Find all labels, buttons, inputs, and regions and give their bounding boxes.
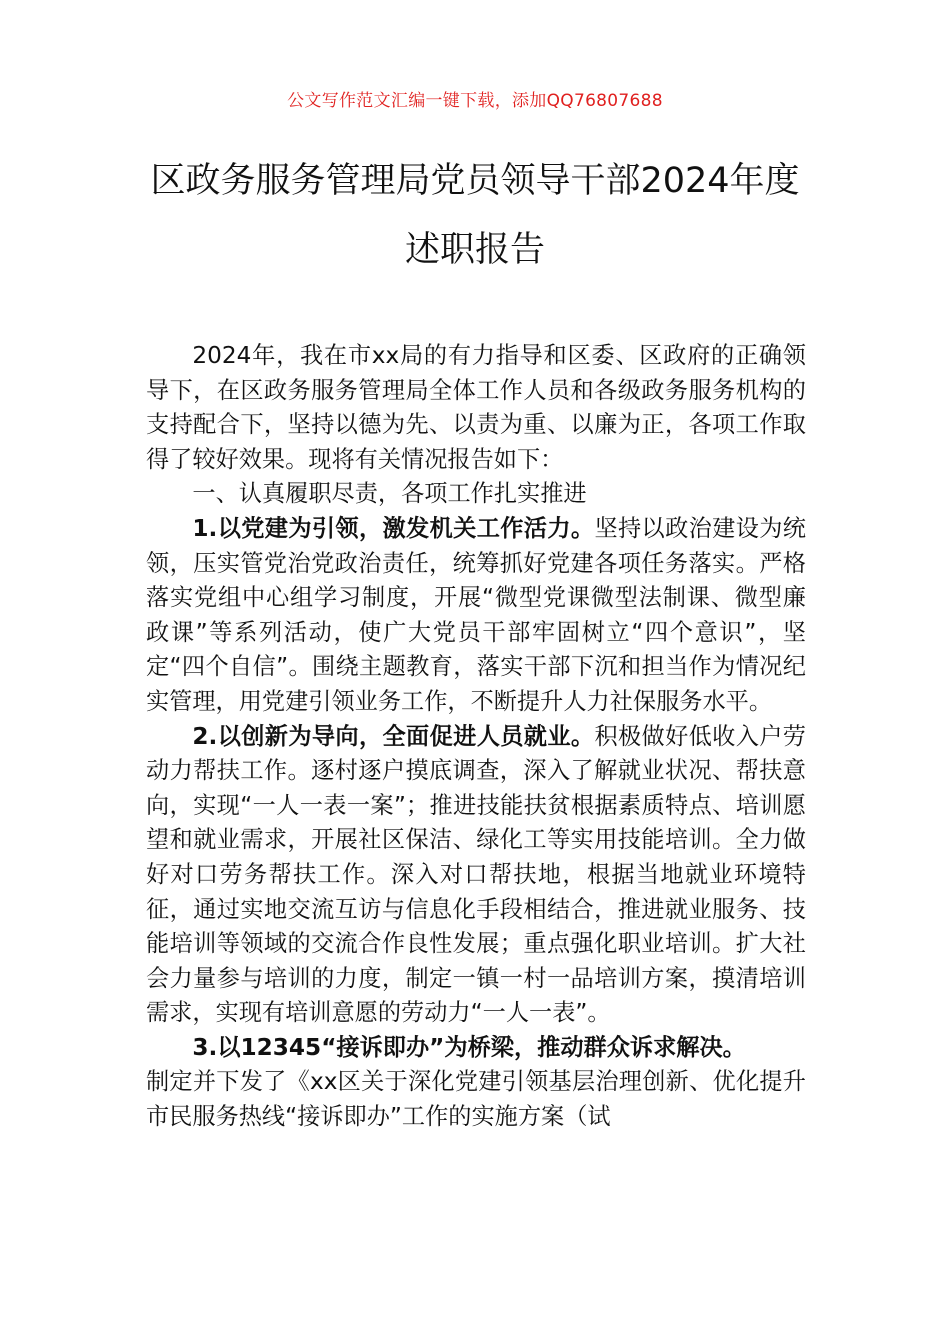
item-3-continuation: 制定并下发了《xx区关于深化党建引领基层治理创新、优化提升市民服务热线“接诉即办”工作的实施方案（试: [146, 1068, 806, 1131]
section-heading: 一、认真履职尽责，各项工作扎实推进: [192, 480, 587, 508]
item-2-lead: 2.以创新为导向，全面促进人员就业。: [192, 722, 595, 750]
item-2-text: 积极做好低收入户劳动力帮扶工作。逐村逐户摸底调查，深入了解就业状况、帮扶意向，实现“一人一表一案”；推进技能扶贫根据素质特点、培训愿望和就业需求，开展社区保洁、绿化工等实用技能培训。全力做好对口劳务帮扶工作。深入对口帮扶地，根据当地就业环境特征，通过实地交流互访与信息化手段相结合，推进就业服务、技能培训等领域的交流合作良性发展；重点强化职业培训。扩大社会力量参与培训的力度，制定一镇一村一品培训方案，摸清培训需求，实现有培训意愿的劳动力“一人一表”。: [146, 722, 806, 1027]
item-1-paragraph: [146, 512, 806, 720]
item-3-lead: 3.以12345“接诉即办”为桥梁，推动群众诉求解决。: [192, 1033, 746, 1061]
item-1-text: 坚持以政治建设为统领，压实管党治党政治责任，统筹抓好党建各项任务落实。严格落实党组中心组学习制度，开展“微型党课微型法制课、微型廉政课”等系列活动，使广大党员干部牢固树立“四个意识”，坚定“四个自信”。围绕主题教育，落实干部下沉和担当作为情况纪实管理，用党建引领业务工作，不断提升人力社保服务水平。: [146, 514, 806, 715]
document-title-line2: 述职报告: [404, 230, 545, 270]
item-3-paragraph: [146, 1031, 806, 1066]
item-1-lead: 1.以党建为引领，激发机关工作活力。: [192, 514, 595, 542]
intro-paragraph: 2024年，我在市xx局的有力指导和区委、区政府的正确领导下，在区政务服务管理局全体工作人员和各级政务服务机构的支持配合下，坚持以德为先、以责为重、以廉为正，各项工作取得了较好效果。现将有关情况报告如下：: [146, 342, 806, 473]
item-2-paragraph: [146, 720, 806, 1031]
document-body: [146, 339, 806, 1135]
document-title-line1: 区政务服务管理局党员领导干部2024年度: [150, 161, 800, 201]
download-notice: 公文写作范文汇编一键下载，添加QQ76807688: [287, 91, 663, 111]
